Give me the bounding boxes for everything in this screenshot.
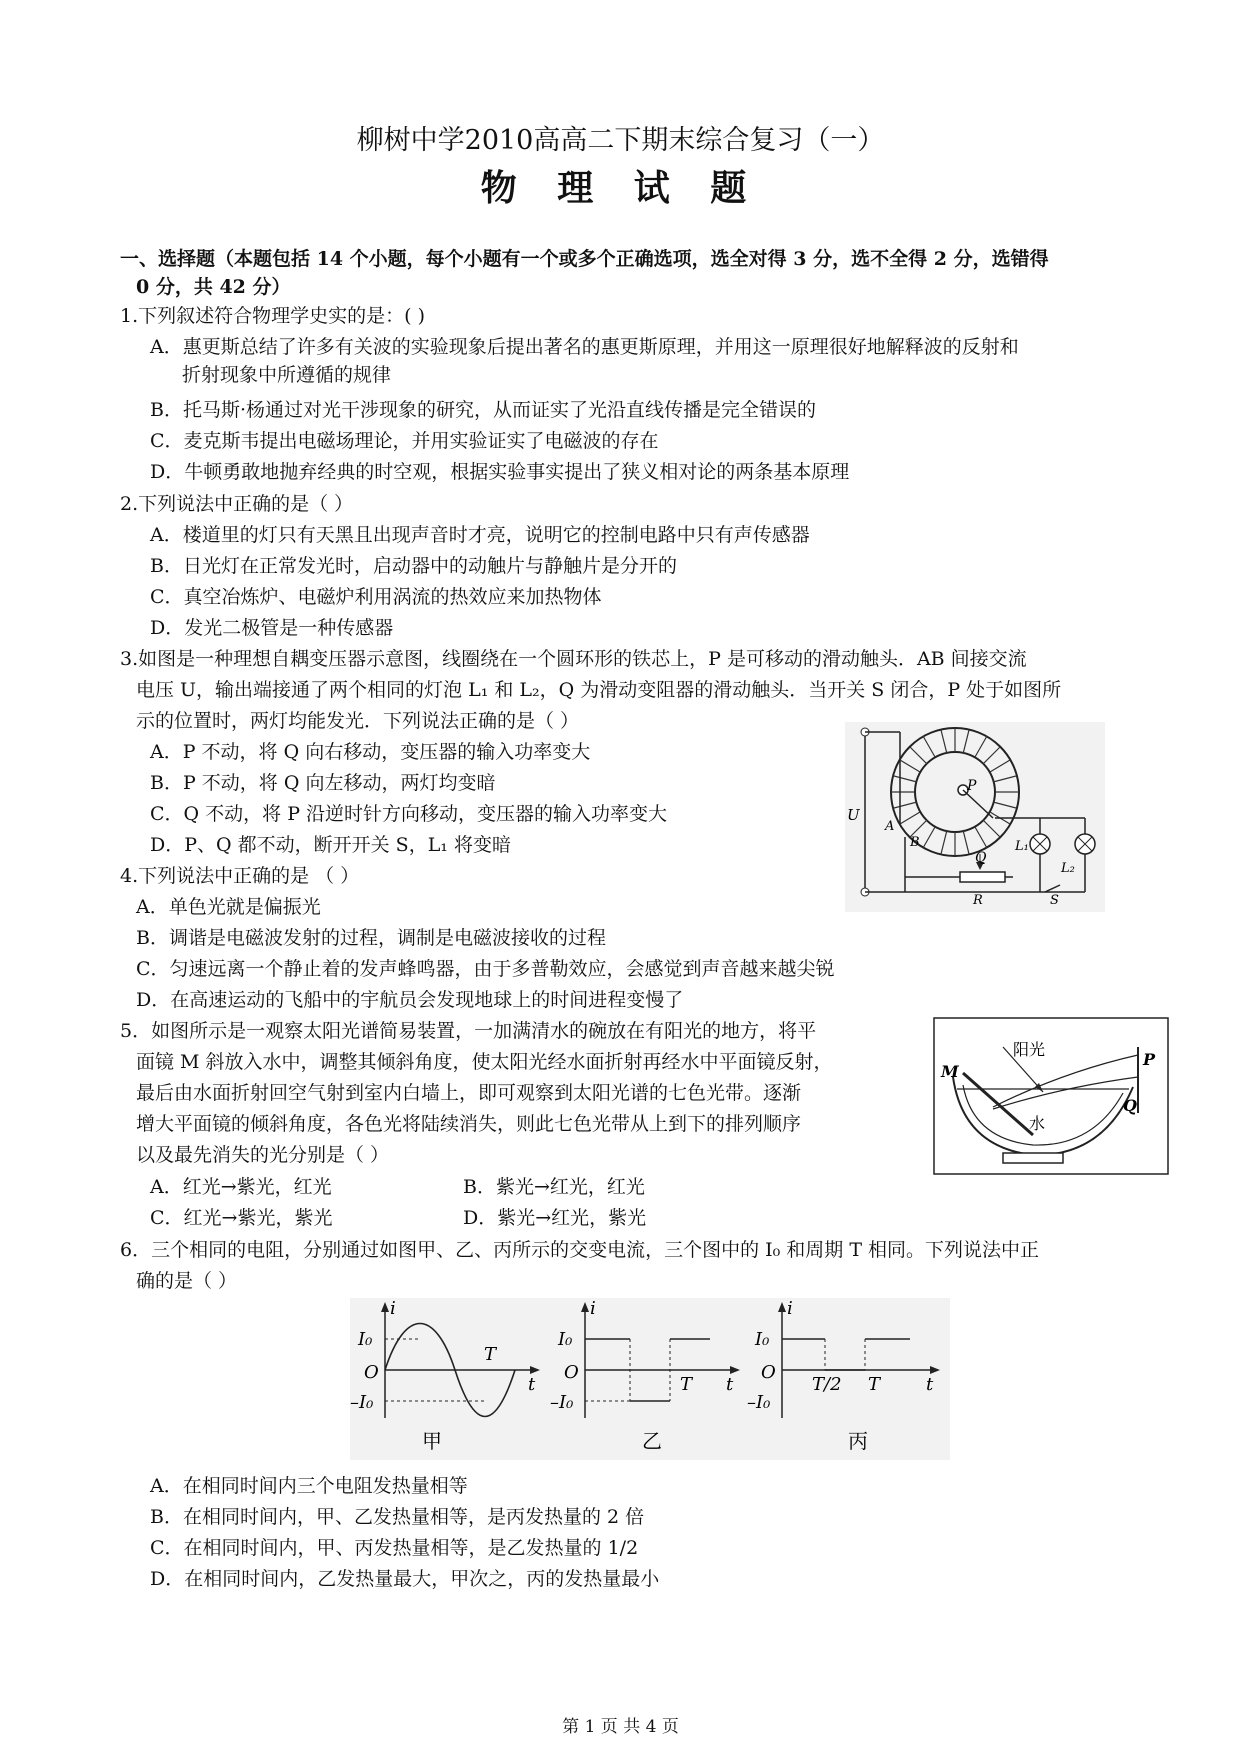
q5-option-b: B．紫光→红光，红光 <box>463 1176 645 1198</box>
q1-option-a-cont: 折射现象中所遵循的规律 <box>182 364 392 386</box>
label-u: U <box>847 806 860 824</box>
bing-t-axis-label: t <box>926 1374 934 1395</box>
q2-stem: 2.下列说法中正确的是（ ） <box>120 493 354 515</box>
label-p: P <box>967 778 977 794</box>
jia-caption: 甲 <box>422 1429 442 1453</box>
q6-option-b: B．在相同时间内，甲、乙发热量相等，是丙发热量的 2 倍 <box>150 1506 645 1528</box>
jia-t-axis-label: t <box>528 1374 536 1395</box>
label-sunlight: 阳光 <box>1013 1040 1046 1059</box>
q3-option-a: A．P 不动，将 Q 向右移动，变压器的输入功率变大 <box>150 741 591 763</box>
q3-option-d: D．P、Q 都不动，断开开关 S，L₁ 将变暗 <box>150 834 511 856</box>
yi-caption: 乙 <box>642 1429 662 1453</box>
q1-stem: 1.下列叙述符合物理学史实的是：( ) <box>120 305 425 327</box>
section-heading: 一、选择题（本题包括 14 个小题，每个小题有一个或多个正确选项，选全对得 3 分，选不全得 2 分，选错得 <box>120 248 1049 270</box>
bing-i-label: i <box>787 1298 793 1319</box>
q5-stem-cont3: 增大平面镜的倾斜角度，各色光将陆续消失，则此七色光带从上到下的排列顺序 <box>136 1113 802 1135</box>
bing-i0-label: I₀ <box>755 1329 770 1350</box>
q1-option-b: B．托马斯·杨通过对光干涉现象的研究，从而证实了光沿直线传播是完全错误的 <box>150 399 817 421</box>
q3-option-b: B．P 不动，将 Q 向左移动，两灯均变暗 <box>150 772 496 794</box>
q5-option-d: D．紫光→红光，紫光 <box>463 1207 647 1229</box>
q2-option-d: D．发光二极管是一种传感器 <box>150 617 394 639</box>
q5-stem: 5．如图所示是一观察太阳光谱简易装置，一加满清水的碗放在有阳光的地方，将平 <box>120 1020 817 1042</box>
q5-option-a: A．红光→紫光，红光 <box>150 1176 332 1198</box>
section-heading-cont: 0 分，共 42 分） <box>136 276 291 298</box>
q4-stem: 4.下列说法中正确的是 （ ） <box>120 865 360 887</box>
subject-title: 物 理 试 题 <box>480 167 761 209</box>
bing-caption: 丙 <box>848 1429 868 1453</box>
bing-neg-i0-label: –I₀ <box>747 1392 771 1413</box>
current-graphs-figure <box>350 1298 950 1460</box>
yi-i-label: i <box>590 1298 596 1319</box>
label-r: R <box>973 893 983 908</box>
q6-stem-cont: 确的是（ ） <box>136 1270 238 1292</box>
q2-option-c: C．真空冶炼炉、电磁炉利用涡流的热效应来加热物体 <box>150 586 602 608</box>
q6-option-c: C．在相同时间内，甲、丙发热量相等，是乙发热量的 1/2 <box>150 1537 639 1559</box>
q2-option-a: A．楼道里的灯只有天黑且出现声音时才亮，说明它的控制电路中只有声传感器 <box>150 524 810 546</box>
q2-option-b: B．日光灯在正常发光时，启动器中的动触片与静触片是分开的 <box>150 555 677 577</box>
q4-option-b: B．调谐是电磁波发射的过程，调制是电磁波接收的过程 <box>136 927 606 949</box>
label-mirror-m: M <box>941 1062 959 1081</box>
yi-neg-i0-label: –I₀ <box>550 1392 574 1413</box>
jia-i0-label: I₀ <box>358 1329 373 1350</box>
bing-half-period-label: T/2 <box>812 1374 842 1395</box>
label-q: Q <box>1123 1096 1137 1115</box>
q4-option-d: D．在高速运动的飞船中的宇航员会发现地球上的时间进程变慢了 <box>136 989 684 1011</box>
label-l1: L₁ <box>1015 839 1029 854</box>
bing-origin-label: O <box>761 1362 776 1383</box>
yi-origin-label: O <box>564 1362 579 1383</box>
q4-option-c: C．匀速远离一个静止着的发声蜂鸣器，由于多普勒效应，会感觉到声音越来越尖锐 <box>136 958 835 980</box>
yi-t-period-label: T <box>680 1374 693 1395</box>
q6-option-d: D．在相同时间内，乙发热量最大，甲次之，丙的发热量最小 <box>150 1568 660 1590</box>
q3-stem: 3.如图是一种理想自耦变压器示意图，线圈绕在一个圆环形的铁芯上，P 是可移动的滑动触头．AB 间接交流 <box>120 648 1027 670</box>
label-water: 水 <box>1029 1114 1046 1133</box>
q6-stem: 6．三个相同的电阻，分别通过如图甲、乙、丙所示的交变电流，三个图中的 I₀ 和周期 T 相同。下列说法中正 <box>120 1239 1040 1261</box>
q5-stem-cont2: 最后由水面折射回空气射到室内白墙上，即可观察到太阳光谱的七色光带。逐渐 <box>136 1082 802 1104</box>
q4-option-a: A．单色光就是偏振光 <box>136 896 321 918</box>
school-title: 柳树中学2010高高二下期末综合复习（一） <box>356 125 885 156</box>
jia-t-period-label: T <box>484 1344 497 1365</box>
q5-stem-cont4: 以及最先消失的光分别是（ ） <box>136 1144 390 1166</box>
q3-option-c: C．Q 不动，将 P 沿逆时针方向移动，变压器的输入功率变大 <box>150 803 668 825</box>
label-s: S <box>1050 893 1059 908</box>
label-p: P <box>1143 1050 1156 1069</box>
jia-i-label: i <box>390 1298 396 1319</box>
q5-stem-cont1: 面镜 M 斜放入水中，调整其倾斜角度，使太阳光经水面折射再经水中平面镜反射， <box>136 1051 833 1073</box>
label-b: B <box>910 835 920 850</box>
yi-t-axis-label: t <box>726 1374 734 1395</box>
yi-i0-label: I₀ <box>558 1329 573 1350</box>
q1-option-c: C．麦克斯韦提出电磁场理论，并用实验证实了电磁波的存在 <box>150 430 659 452</box>
label-l2: L₂ <box>1061 861 1075 876</box>
page-number: 第 1 页 共 4 页 <box>562 1717 679 1737</box>
jia-origin-label: O <box>364 1362 379 1383</box>
label-a: A <box>885 819 895 834</box>
label-q: Q <box>975 850 987 866</box>
jia-neg-i0-label: –I₀ <box>350 1392 374 1413</box>
graph-yi <box>550 1298 740 1453</box>
q6-option-a: A．在相同时间内三个电阻发热量相等 <box>150 1475 468 1497</box>
graph-bing <box>747 1298 940 1453</box>
graph-jia <box>350 1298 540 1453</box>
q1-option-a: A．惠更斯总结了许多有关波的实验现象后提出著名的惠更斯原理，并用这一原理很好地解释波的反射和 <box>150 336 1019 358</box>
q3-stem-cont2: 示的位置时，两灯均能发光．下列说法正确的是（ ） <box>136 710 580 732</box>
autotransformer-figure <box>845 722 1105 912</box>
q5-option-c: C．红光→紫光，紫光 <box>150 1207 333 1229</box>
bing-t-period-label: T <box>868 1374 881 1395</box>
solar-spectrum-figure <box>933 1017 1169 1175</box>
q1-option-d: D．牛顿勇敢地抛弃经典的时空观，根据实验事实提出了狭义相对论的两条基本原理 <box>150 461 850 483</box>
q3-stem-cont1: 电压 U，输出端接通了两个相同的灯泡 L₁ 和 L₂，Q 为滑动变阻器的滑动触头．当开关 S 闭合，P 处于如图所 <box>136 679 1062 701</box>
